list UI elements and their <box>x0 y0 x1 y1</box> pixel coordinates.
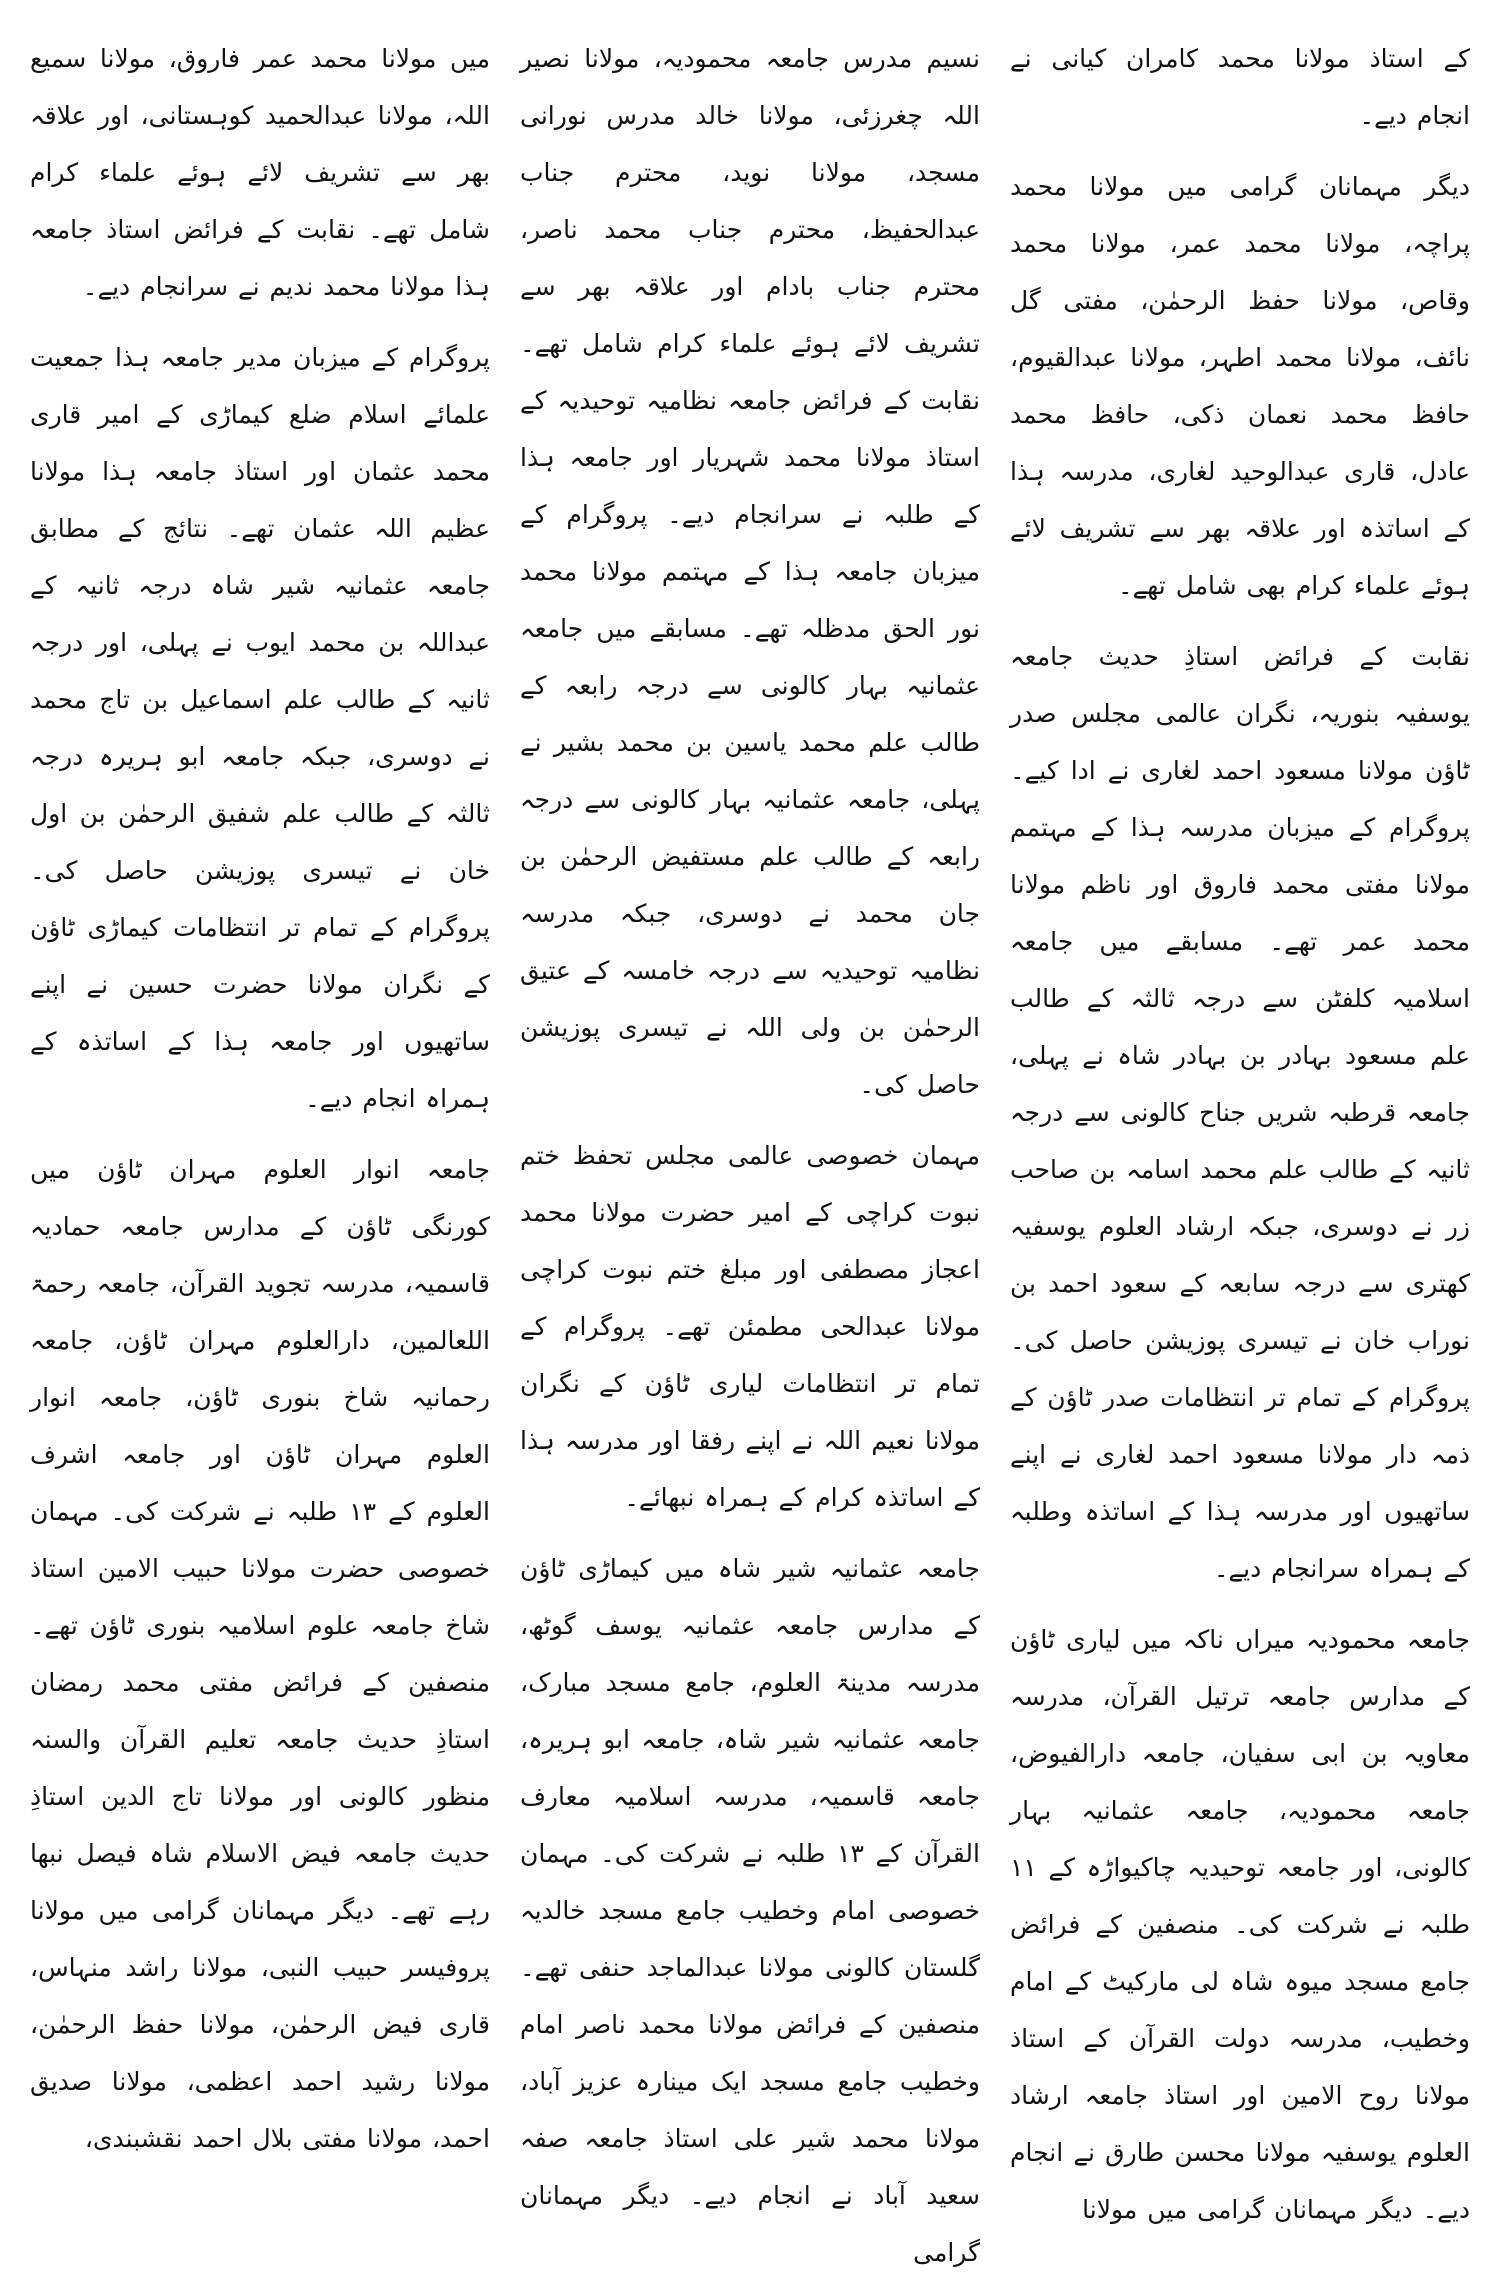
paragraph: جامعہ محمودیہ میراں ناکہ میں لیاری ٹاؤن کے مدارس جامعہ ترتیل القرآن، مدرسہ معاویہ بن ابی سفیان، جامعہ دارالفیوض، جامعہ محمودیہ، جامعہ عثمانیہ بہار کالونی، اور جامعہ توحیدیہ چاکیواڑہ کے ۱۱ طلبہ نے شرکت کی۔ منصفین کے فرائض جامع مسجد میوہ شاہ لی مارکیٹ کے امام وخطیب، مدرسہ دولت القرآن کے استاذ مولانا روح الامین اور استاذ جامعہ ارشاد العلوم یوسفیہ مولانا محسن طارق نے انجام دیے۔ دیگر مہمانان گرامی میں مولانا <box>1010 1625 1470 2224</box>
article-page <box>30 30 1470 2267</box>
text-column-right <box>1010 30 1470 2224</box>
paragraph: جامعہ انوار العلوم مہران ٹاؤن میں کورنگی ٹاؤن کے مدارس جامعہ حمادیہ قاسمیہ، مدرسہ تجوید القرآن، جامعہ رحمۃ اللعالمین، دارالعلوم مہران ٹاؤن، جامعہ رحمانیہ شاخ بنوری ٹاؤن، جامعہ انوار العلوم مہران ٹاؤن اور جامعہ اشرف العلوم کے ۱۳ طلبہ نے شرکت کی۔ مہمان خصوصی حضرت مولانا حبیب الامین استاذ شاخ جامعہ علوم اسلامیہ بنوری ٹاؤن تھے۔ منصفین کے فرائض مفتی محمد رمضان استاذِ حدیث جامعہ تعلیم القرآن والسنہ منظور کالونی اور مولانا تاج الدین استاذِ حدیث جامعہ فیض الاسلام شاہ فیصل نبھا رہے تھے۔ دیگر مہمانان گرامی میں مولانا پروفیسر حبیب النبی، مولانا راشد منہاس، قاری فیض الرحمٰن، مولانا حفظ الرحمٰن، مولانا رشید احمد اعظمی، مولانا صدیق احمد، مولانا مفتی بلال احمد نقشبندی، <box>30 1155 490 2153</box>
paragraph: مہمان خصوصی عالمی مجلس تحفظ ختم نبوت کراچی کے امیر حضرت مولانا محمد اعجاز مصطفی اور مبلغ ختم نبوت کراچی مولانا عبدالحی مطمئن تھے۔ پروگرام کے تمام تر انتظامات لیاری ٹاؤن کے نگران مولانا نعیم اللہ نے اپنے رفقا اور مدرسہ ہذا کے اساتذہ کرام کے ہمراہ نبھائے۔ <box>520 1141 980 1512</box>
paragraph: پروگرام کے میزبان مدیر جامعہ ہذا جمعیت علمائے اسلام ضلع کیماڑی کے امیر قاری محمد عثمان اور استاذ جامعہ ہذا مولانا عظیم اللہ عثمان تھے۔ نتائج کے مطابق جامعہ عثمانیہ شیر شاہ درجہ ثانیہ کے عبداللہ بن محمد ایوب نے پہلی، اور درجہ ثانیہ کے طالب علم اسماعیل بن تاج محمد نے دوسری، جبکہ جامعہ ابو ہریرہ درجہ ثالثہ کے طالب علم شفیق الرحمٰن بن اول خان نے تیسری پوزیشن حاصل کی۔ پروگرام کے تمام تر انتظامات کیماڑی ٹاؤن کے نگران مولانا حضرت حسین نے اپنے ساتھیوں اور جامعہ ہذا کے اساتذہ کے ہمراہ انجام دیے۔ <box>30 343 490 1113</box>
text-column-left <box>30 30 490 2170</box>
paragraph: میں مولانا محمد عمر فاروق، مولانا سمیع اللہ، مولانا عبدالحمید کوہستانی، اور علاقہ بھر سے تشریف لائے ہوئے علماء کرام شامل تھے۔ نقابت کے فرائض استاذ جامعہ ہذا مولانا محمد ندیم نے سرانجام دیے۔ <box>30 44 490 301</box>
paragraph: کے استاذ مولانا محمد کامران کیانی نے انجام دیے۔ <box>1010 44 1470 130</box>
paragraph: جامعہ عثمانیہ شیر شاہ میں کیماڑی ٹاؤن کے مدارس جامعہ عثمانیہ یوسف گوٹھ، مدرسہ مدینۃ العلوم، جامع مسجد مبارک، جامعہ عثمانیہ شیر شاہ، جامعہ ابو ہریرہ، جامعہ قاسمیہ، مدرسہ اسلامیہ معارف القرآن کے ۱۳ طلبہ نے شرکت کی۔ مہمان خصوصی امام وخطیب جامع مسجد خالدیہ گلستان کالونی مولانا عبدالماجد حنفی تھے۔ منصفین کے فرائض مولانا محمد ناصر امام وخطیب جامع مسجد ایک مینارہ عزیز آباد، مولانا محمد شیر علی استاذ جامعہ صفہ سعید آباد نے انجام دیے۔ دیگر مہمانان گرامی <box>520 1554 980 2267</box>
text-column-middle <box>520 30 980 2267</box>
paragraph: دیگر مہمانان گرامی میں مولانا محمد پراچہ، مولانا محمد عمر، مولانا محمد وقاص، مولانا حفظ الرحمٰن، مفتی گل نائف، مولانا محمد اطہر، مولانا عبدالقیوم، حافظ محمد نعمان ذکی، حافظ محمد عادل، قاری عبدالوحید لغاری، مدرسہ ہذا کے اساتذہ اور علاقہ بھر سے تشریف لائے ہوئے علماء کرام بھی شامل تھے۔ <box>1010 172 1470 600</box>
paragraph: نقابت کے فرائض استاذِ حدیث جامعہ یوسفیہ بنوریہ، نگران عالمی مجلس صدر ٹاؤن مولانا مسعود احمد لغاری نے ادا کیے۔ پروگرام کے میزبان مدرسہ ہذا کے مہتمم مولانا مفتی محمد فاروق اور ناظم مولانا محمد عمر تھے۔ مسابقے میں جامعہ اسلامیہ کلفٹن سے درجہ ثالثہ کے طالب علم مسعود بہادر بن بہادر شاہ نے پہلی، جامعہ قرطبہ شریں جناح کالونی سے درجہ ثانیہ کے طالب علم محمد اسامہ بن صاحب زر نے دوسری، جبکہ ارشاد العلوم یوسفیہ کھتری سے درجہ سابعہ کے سعود احمد بن نوراب خان نے تیسری پوزیشن حاصل کی۔ پروگرام کے تمام تر انتظامات صدر ٹاؤن کے ذمہ دار مولانا مسعود احمد لغاری نے اپنے ساتھیوں اور مدرسہ ہذا کے اساتذہ وطلبہ کے ہمراہ سرانجام دیے۔ <box>1010 642 1470 1583</box>
paragraph: نسیم مدرس جامعہ محمودیہ، مولانا نصیر اللہ چغرزئی، مولانا خالد مدرس نورانی مسجد، مولانا نوید، محترم جناب عبدالحفیظ، محترم جناب محمد ناصر، محترم جناب بادام اور علاقہ بھر سے تشریف لائے ہوئے علماء کرام شامل تھے۔ نقابت کے فرائض جامعہ نظامیہ توحیدیہ کے استاذ مولانا محمد شہریار اور جامعہ ہذا کے طلبہ نے سرانجام دیے۔ پروگرام کے میزبان جامعہ ہذا کے مہتمم مولانا محمد نور الحق مدظلہ تھے۔ مسابقے میں جامعہ عثمانیہ بہار کالونی سے درجہ رابعہ کے طالب علم محمد یاسین بن محمد بشیر نے پہلی، جامعہ عثمانیہ بہار کالونی سے درجہ رابعہ کے طالب علم مستفیض الرحمٰن بن جان محمد نے دوسری، جبکہ مدرسہ نظامیہ توحیدیہ سے درجہ خامسہ کے عتیق الرحمٰن بن ولی اللہ نے تیسری پوزیشن حاصل کی۔ <box>520 44 980 1099</box>
